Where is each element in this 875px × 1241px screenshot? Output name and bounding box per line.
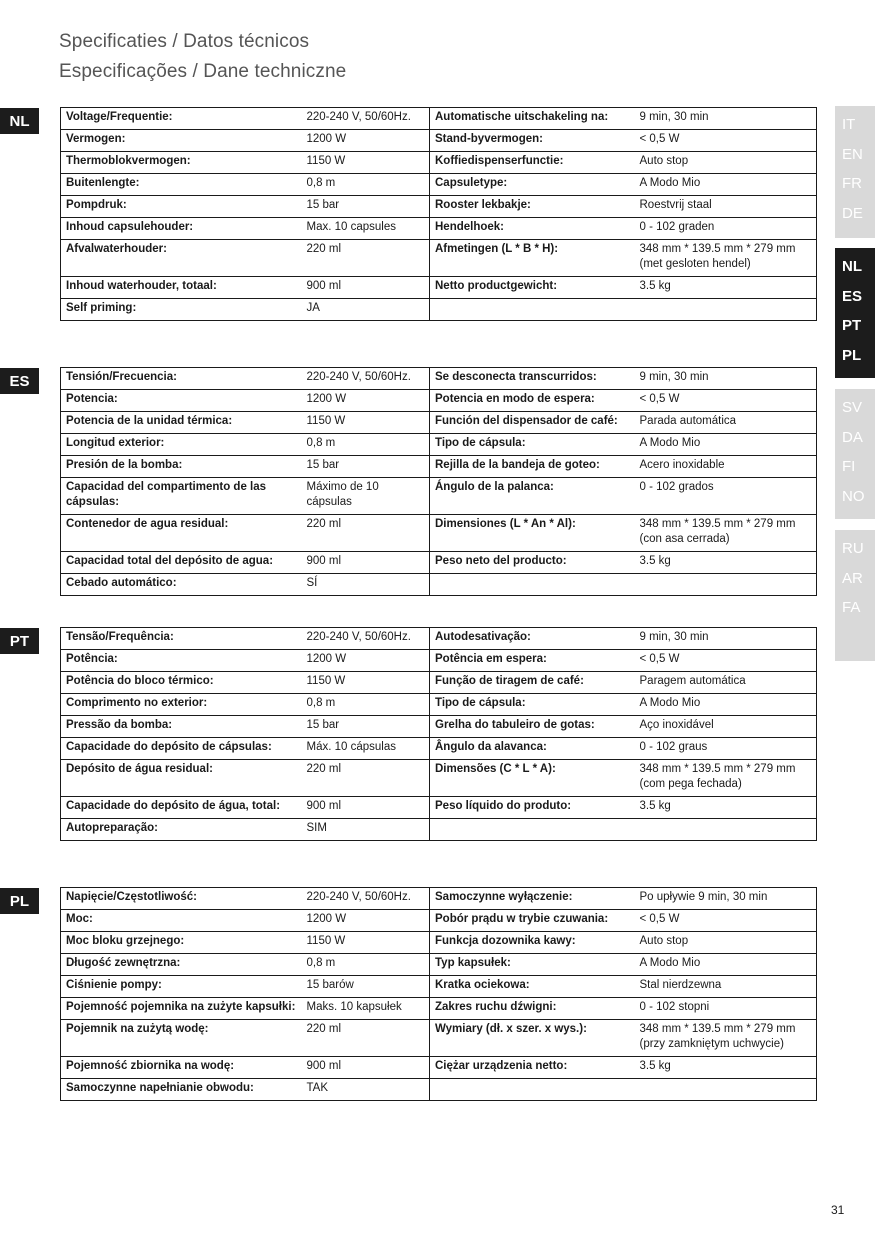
spec-label: Moc: <box>61 910 302 932</box>
spec-label: Comprimento no exterior: <box>61 694 302 716</box>
spec-value: 1150 W <box>302 412 430 434</box>
spec-label: Função de tiragem de café: <box>430 672 635 694</box>
spec-value: 0,8 m <box>302 434 430 456</box>
spec-label: Typ kapsułek: <box>430 954 635 976</box>
spec-value: < 0,5 W <box>635 390 817 412</box>
spec-label: Samoczynne napełnianie obwodu: <box>61 1079 302 1101</box>
table-row <box>61 515 817 552</box>
spec-label: Self priming: <box>61 299 302 321</box>
spec-label: Longitud exterior: <box>61 434 302 456</box>
spec-value: 1150 W <box>302 152 430 174</box>
side-nav-item[interactable]: FA <box>842 599 861 616</box>
spec-label: Pressão da bomba: <box>61 716 302 738</box>
spec-value: TAK <box>302 1079 430 1101</box>
spec-table-es <box>60 367 817 596</box>
table-row <box>61 628 817 650</box>
spec-label: Pojemność pojemnika na zużyte kapsułki: <box>61 998 302 1020</box>
spec-value: 3.5 kg <box>635 1057 817 1079</box>
spec-label: Contenedor de agua residual: <box>61 515 302 552</box>
spec-label: Długość zewnętrzna: <box>61 954 302 976</box>
table-row <box>61 888 817 910</box>
spec-label: Peso neto del producto: <box>430 552 635 574</box>
spec-value: 1200 W <box>302 390 430 412</box>
spec-label: Capacidade do depósito de cápsulas: <box>61 738 302 760</box>
spec-value: Paragem automática <box>635 672 817 694</box>
table-row <box>61 976 817 998</box>
table-row <box>61 240 817 277</box>
spec-value: A Modo Mio <box>635 174 817 196</box>
spec-value: 3.5 kg <box>635 797 817 819</box>
spec-value: 220-240 V, 50/60Hz. <box>302 368 430 390</box>
spec-label: Automatische uitschakeling na: <box>430 108 635 130</box>
side-nav-item[interactable]: PL <box>842 346 862 364</box>
spec-value: 348 mm * 139.5 mm * 279 mm (com pega fechada) <box>635 760 817 797</box>
side-nav-item[interactable]: DE <box>842 204 863 222</box>
spec-label: Ângulo da alavanca: <box>430 738 635 760</box>
spec-value <box>635 299 817 321</box>
spec-value: Stal nierdzewna <box>635 976 817 998</box>
spec-label: Afvalwaterhouder: <box>61 240 302 277</box>
lang-tag-pt: PT <box>0 628 39 654</box>
page-title-line-2: Especificações / Dane techniczne <box>59 61 347 82</box>
spec-label: Autodesativação: <box>430 628 635 650</box>
spec-label: Dimensões (C * L * A): <box>430 760 635 797</box>
spec-label: Inhoud capsulehouder: <box>61 218 302 240</box>
table-row <box>61 760 817 797</box>
spec-label: Grelha do tabuleiro de gotas: <box>430 716 635 738</box>
spec-label: Stand-byvermogen: <box>430 130 635 152</box>
spec-value: Aço inoxidável <box>635 716 817 738</box>
spec-value: A Modo Mio <box>635 694 817 716</box>
spec-value: 3.5 kg <box>635 552 817 574</box>
spec-value: 9 min, 30 min <box>635 628 817 650</box>
spec-value: 0 - 102 graus <box>635 738 817 760</box>
table-row <box>61 368 817 390</box>
spec-label: Pompdruk: <box>61 196 302 218</box>
spec-label: Pobór prądu w trybie czuwania: <box>430 910 635 932</box>
spec-value: < 0,5 W <box>635 650 817 672</box>
spec-value: 348 mm * 139.5 mm * 279 mm (con asa cerrada) <box>635 515 817 552</box>
table-row <box>61 1079 817 1101</box>
spec-value: 15 bar <box>302 716 430 738</box>
spec-value: 900 ml <box>302 552 430 574</box>
spec-label: Funkcja dozownika kawy: <box>430 932 635 954</box>
spec-value <box>635 1079 817 1101</box>
spec-value: 900 ml <box>302 277 430 299</box>
spec-label: Napięcie/Częstotliwość: <box>61 888 302 910</box>
spec-value: 220-240 V, 50/60Hz. <box>302 888 430 910</box>
table-row <box>61 954 817 976</box>
lang-tag-pl: PL <box>0 888 39 914</box>
table-row <box>61 152 817 174</box>
spec-label <box>430 574 635 596</box>
table-row <box>61 390 817 412</box>
spec-value: Roestvrij staal <box>635 196 817 218</box>
spec-label: Potencia: <box>61 390 302 412</box>
table-row <box>61 130 817 152</box>
side-nav-group-1 <box>835 106 875 238</box>
spec-label: Tipo de cápsula: <box>430 694 635 716</box>
spec-label: Tensão/Frequência: <box>61 628 302 650</box>
side-nav-item[interactable]: EN <box>842 145 863 163</box>
spec-label: Capacidade do depósito de água, total: <box>61 797 302 819</box>
spec-value: 1200 W <box>302 650 430 672</box>
spec-label: Autopreparação: <box>61 819 302 841</box>
spec-label: Función del dispensador de café: <box>430 412 635 434</box>
spec-label: Thermoblokvermogen: <box>61 152 302 174</box>
spec-value: 348 mm * 139.5 mm * 279 mm (met gesloten hendel) <box>635 240 817 277</box>
spec-value: 348 mm * 139.5 mm * 279 mm (przy zamkniętym uchwycie) <box>635 1020 817 1057</box>
spec-label: Pojemność zbiornika na wodę: <box>61 1057 302 1079</box>
spec-value <box>635 574 817 596</box>
spec-label: Wymiary (dł. x szer. x wys.): <box>430 1020 635 1057</box>
spec-value: 15 barów <box>302 976 430 998</box>
spec-label: Potência: <box>61 650 302 672</box>
spec-label: Koffiedispenserfunctie: <box>430 152 635 174</box>
side-nav-item[interactable]: PT <box>842 317 862 334</box>
spec-label: Hendelhoek: <box>430 218 635 240</box>
spec-label: Inhoud waterhouder, totaal: <box>61 277 302 299</box>
table-row <box>61 738 817 760</box>
spec-value: Parada automática <box>635 412 817 434</box>
spec-label: Kratka ociekowa: <box>430 976 635 998</box>
table-row <box>61 797 817 819</box>
spec-value: Máximo de 10 cápsulas <box>302 478 430 515</box>
spec-label: Voltage/Frequentie: <box>61 108 302 130</box>
spec-value: A Modo Mio <box>635 434 817 456</box>
spec-value: 1150 W <box>302 672 430 694</box>
spec-label <box>430 299 635 321</box>
spec-label: Buitenlengte: <box>61 174 302 196</box>
spec-value: Auto stop <box>635 152 817 174</box>
spec-label: Capsuletype: <box>430 174 635 196</box>
lang-tag-es: ES <box>0 368 39 394</box>
side-nav-group-4 <box>835 530 875 661</box>
side-nav-item[interactable]: DA <box>842 428 863 446</box>
spec-label: Cebado automático: <box>61 574 302 596</box>
table-row <box>61 672 817 694</box>
table-row <box>61 932 817 954</box>
table-row <box>61 1057 817 1079</box>
spec-value: 900 ml <box>302 1057 430 1079</box>
side-nav-item[interactable]: IT <box>842 116 856 133</box>
spec-value: Auto stop <box>635 932 817 954</box>
spec-label: Tensión/Frecuencia: <box>61 368 302 390</box>
spec-label: Ángulo de la palanca: <box>430 478 635 515</box>
table-row <box>61 552 817 574</box>
spec-value: Max. 10 capsules <box>302 218 430 240</box>
table-row <box>61 218 817 240</box>
spec-value: 0 - 102 grados <box>635 478 817 515</box>
spec-value: SIM <box>302 819 430 841</box>
spec-value: Maks. 10 kapsułek <box>302 998 430 1020</box>
table-row <box>61 456 817 478</box>
table-row <box>61 196 817 218</box>
spec-value: 0,8 m <box>302 174 430 196</box>
spec-value: 220-240 V, 50/60Hz. <box>302 108 430 130</box>
spec-table-pt <box>60 627 817 841</box>
spec-value: 0 - 102 graden <box>635 218 817 240</box>
spec-table-nl <box>60 107 817 321</box>
lang-tag-nl: NL <box>0 108 39 134</box>
table-row <box>61 108 817 130</box>
spec-value <box>635 819 817 841</box>
spec-value: 900 ml <box>302 797 430 819</box>
spec-value: Acero inoxidable <box>635 456 817 478</box>
spec-label: Afmetingen (L * B * H): <box>430 240 635 277</box>
spec-label: Potência do bloco térmico: <box>61 672 302 694</box>
spec-label: Potencia en modo de espera: <box>430 390 635 412</box>
spec-value: < 0,5 W <box>635 910 817 932</box>
spec-label: Rooster lekbakje: <box>430 196 635 218</box>
table-row <box>61 478 817 515</box>
table-row <box>61 650 817 672</box>
spec-label: Potência em espera: <box>430 650 635 672</box>
table-row <box>61 910 817 932</box>
spec-value: SÍ <box>302 574 430 596</box>
table-row <box>61 716 817 738</box>
spec-label: Vermogen: <box>61 130 302 152</box>
spec-label: Rejilla de la bandeja de goteo: <box>430 456 635 478</box>
spec-label: Depósito de água residual: <box>61 760 302 797</box>
spec-table-pl <box>60 887 817 1101</box>
side-nav-item[interactable]: SV <box>842 399 863 416</box>
spec-label <box>430 1079 635 1101</box>
spec-label <box>430 819 635 841</box>
spec-value: 3.5 kg <box>635 277 817 299</box>
table-row <box>61 819 817 841</box>
spec-value: JA <box>302 299 430 321</box>
table-row <box>61 174 817 196</box>
spec-value: < 0,5 W <box>635 130 817 152</box>
spec-label: Pojemnik na zużytą wodę: <box>61 1020 302 1057</box>
spec-label: Netto productgewicht: <box>430 277 635 299</box>
spec-value: 9 min, 30 min <box>635 108 817 130</box>
side-nav-item[interactable]: FR <box>842 175 862 192</box>
table-row <box>61 434 817 456</box>
table-row <box>61 574 817 596</box>
spec-value: 220 ml <box>302 515 430 552</box>
table-row <box>61 1020 817 1057</box>
table-row <box>61 277 817 299</box>
spec-value: 15 bar <box>302 456 430 478</box>
spec-label: Capacidad del compartimento de las cápsulas: <box>61 478 302 515</box>
spec-value: 0 - 102 stopni <box>635 998 817 1020</box>
side-nav-item[interactable]: ES <box>842 287 863 305</box>
spec-value: 220 ml <box>302 760 430 797</box>
spec-value: Po upływie 9 min, 30 min <box>635 888 817 910</box>
spec-value: 220 ml <box>302 240 430 277</box>
table-row <box>61 998 817 1020</box>
spec-label: Ciśnienie pompy: <box>61 976 302 998</box>
spec-label: Potencia de la unidad térmica: <box>61 412 302 434</box>
side-nav-item[interactable]: NO <box>842 487 865 505</box>
spec-label: Tipo de cápsula: <box>430 434 635 456</box>
spec-label: Presión de la bomba: <box>61 456 302 478</box>
spec-label: Samoczynne wyłączenie: <box>430 888 635 910</box>
side-nav-group-3 <box>835 389 875 519</box>
spec-label: Zakres ruchu dźwigni: <box>430 998 635 1020</box>
spec-value: 220-240 V, 50/60Hz. <box>302 628 430 650</box>
side-nav-item[interactable]: NL <box>842 258 862 275</box>
spec-label: Ciężar urządzenia netto: <box>430 1057 635 1079</box>
spec-value: 9 min, 30 min <box>635 368 817 390</box>
spec-label: Moc bloku grzejnego: <box>61 932 302 954</box>
spec-label: Capacidad total del depósito de agua: <box>61 552 302 574</box>
spec-value: Máx. 10 cápsulas <box>302 738 430 760</box>
table-row <box>61 694 817 716</box>
spec-value: 1150 W <box>302 932 430 954</box>
table-row <box>61 299 817 321</box>
side-nav-item[interactable]: AR <box>842 569 863 587</box>
spec-value: 0,8 m <box>302 694 430 716</box>
spec-value: 15 bar <box>302 196 430 218</box>
spec-value: A Modo Mio <box>635 954 817 976</box>
page-title-line-1: Specificaties / Datos técnicos <box>59 31 310 52</box>
spec-label: Peso líquido do produto: <box>430 797 635 819</box>
side-nav-item[interactable]: RU <box>842 540 864 557</box>
spec-value: 0,8 m <box>302 954 430 976</box>
page-number: 31 <box>831 1203 845 1217</box>
spec-value: 1200 W <box>302 130 430 152</box>
spec-label: Se desconecta transcurridos: <box>430 368 635 390</box>
spec-value: 1200 W <box>302 910 430 932</box>
table-row <box>61 412 817 434</box>
spec-value: 220 ml <box>302 1020 430 1057</box>
side-nav-group-2-active <box>835 248 875 378</box>
side-nav-item[interactable]: FI <box>842 458 856 475</box>
spec-label: Dimensiones (L * An * Al): <box>430 515 635 552</box>
